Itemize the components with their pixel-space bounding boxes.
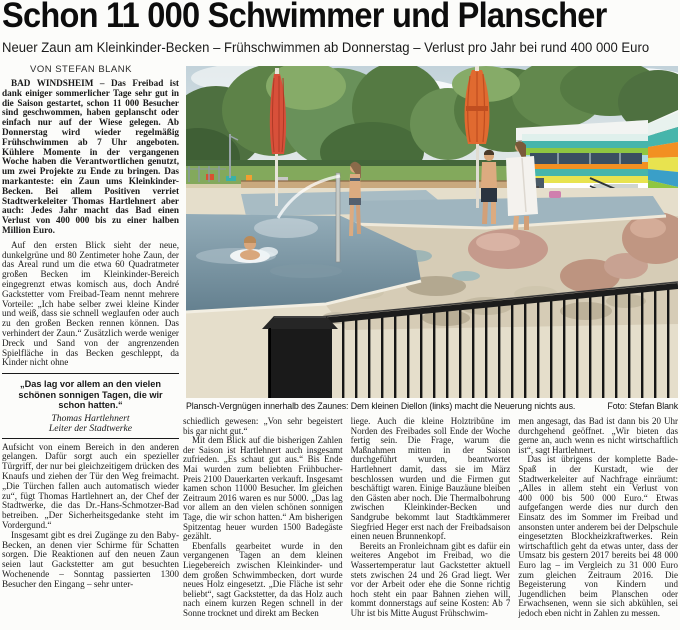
pull-quote-role: Leiter der Stadtwerke (48, 422, 133, 434)
photo-credit: Foto: Stefan Blank (607, 401, 678, 411)
paragraph: Das ist übrigens der komplette Bade-Spaß in der Kurstadt, wie der Stadtwerkeleiter auf Nachfrage einräumt: „Alles in allem steht ein Verlust von 400 000 bis 500 000 Euro.“ Etwas aufgefangen werde dies nur durch den Einsatz des im Sommer im Freibad und ansonsten unter anderem bei der Delpschule eingesetzten Blockheizkraftwerkes. Rein wirtschaftlich geht da etwas unter, dass der Umsatz bis gestern 2017 bereits bei 48 000 Euro lag – im Vergleich zu 31 000 Euro zum gleichen Zeitraum 2016. Die Begeisterung von Kindern und Jugendlichen beim Planschen oder Erwachsenen, wenn sie sich abkühlen, sei jedoch eben nicht in Zahlen zu messen. (518, 454, 678, 618)
article-lower-columns (183, 417, 678, 630)
paragraph: Auf den ersten Blick sieht der neue, dunkelgrüne und 80 Zentimeter hohe Zaun, der das Areal rund um die etwa 60 Quadratmeter großen Becken im Kleinkinder-Bereich eingegrenzt etwas komisch aus, doch André Gackstetter vom Freibad-Team nennt mehrere Vorteile: „Ich habe selber zwei kleine Kinder und weiß, dass sie schnell weglaufen oder auch zu den großen Becken rennen können. Das verhindert der Zaun.“ Zusätzlich werde weniger Dreck und Sand von der angrenzenden Spielfläche in das Becken geschleppt, da Kinder nicht ohne (2, 239, 179, 368)
paragraph: men angesagt, das Bad ist dann bis 20 Uhr durchgehend geöffnet. „Wir bieten das gerne an, auch wenn es nicht wirtschaftlich ist“, sagt Hartlehnert. (518, 417, 678, 455)
paragraph: Mit dem Blick auf die bisherigen Zahlen der Saison ist Hartlehnert auch insgesamt zufrieden. „Es schaut gut aus.“ Bis Ende Mai wurden zum beliebten Frühbucher-Preis 2100 Dauerkarten verkauft. Insgesamt kamen schon 11000 Besucher. Im gleichen Zeitraum 2016 waren es nur 5000. „Das lag vor allem an den vielen schönen sonnigen Tage, die wir schon hatten.“ Am bisherigen Spitzentag heuer wurden 1500 Badegäste gezählt. (183, 435, 343, 542)
lead-paragraph: BAD WINDSHEIM – Das Freibad ist dank einiger sommerlicher Tage sehr gut in die Saison gestartet, schon 11 000 Besucher sind geschwommen, haben geplanscht oder einfach nur auf der Wiese gelegen. Ab Donnerstag wird wieder regelmäßig Frühschwimmen ab 7 Uhr angeboten. Kühlere Momente in der vergangenen Woche haben die Verantwortlichen genutzt, um zwei Projekte zu Ende zu bringen. Das markanteste: ein Zaun ums Kleinkinder-Becken. Bei allem Positiven verriet Stadtwerkeleiter Thomas Hartlehnert aber auch: Jedes Jahr macht das Bad einen Verlust von 400 000 bis zu einer halben Million Euro. (2, 79, 179, 235)
pull-quote-text: „Das lag vor allem an den vielen schönen sonnigen Tagen, die wir schon hatten.“ (18, 379, 163, 411)
paragraph: Aufsicht von einem Bereich in den anderen gelangen. Dafür sorgt auch ein spezieller Türgriff, der nur bei gleichzeitigem drücken des Knaufs und ziehen der Tür den Weg freimacht. „Die Türchen fallen auch automatisch wieder zu“, fügt Thomas Hartlehnert an, der Chef der Stadtwerke, die das Dr.-Hans-Schmotzer-Bad betreiben. „Der Sicherheitsgedanke steht im Vordergund.“ (2, 441, 179, 530)
subheadline: Neuer Zaun am Kleinkinder-Becken – Frühschwimmen ab Donnerstag – Verlust pro Jahr bei rund 400 000 Euro (2, 40, 650, 55)
pull-quote (2, 373, 179, 439)
pool-photo-illustration (186, 66, 678, 398)
byline: VON STEFAN BLANK (30, 64, 132, 75)
paragraph: schiedlich gewesen: „Von sehr begeistert bis gar nicht gut.“ (183, 417, 343, 436)
article-column-4 (518, 417, 678, 630)
paragraph: Insgesamt gibt es drei Zugänge zu den Baby-Becken, an denen vier Schirme für Schatten sorgen. Die Reaktionen auf den neuen Zaun seien laut Gackstetter am gut besuchten Wochenende – Sonntag passierten 1300 Besucher den Eingang – sehr unter- (2, 529, 179, 589)
article-column-2 (183, 417, 343, 630)
paragraph: liege. Auch die kleine Holztribüne im Norden des Freibades soll Ende der Woche fertig sein. Die Frage, warum die Maßnahmen mitten in der Saison durchgeführt wurden, beantwortet Hartlehnert damit, dass sie im März beschlossen wurden und die Firmen gut beschäftigt waren. Einige Bauzäune bleiben den Gästen aber noch. Die Thermalbohrung zwischen Kleinkinder-Becken und Sandgrube bekommt laut Stadtkämmerer Siegfried Heger erst nach der Freibadsaison einen neuen Brunnenkopf. (350, 417, 511, 542)
photo-caption-row (186, 401, 678, 411)
article-photo (186, 66, 678, 398)
paragraph: Ebenfalls gearbeitet wurde in den vergangenen Tagen an dem kleinen Liegebereich zwischen Kleinkinder- und dem großen Schwimmbecken, dort wurde neues Holz eingesetzt. „Die Fläche ist sehr beliebt“, sagt Gackstetter, da das Holz auch nach einem kurzen Regen schnell in der Sonne trocknet und direkt am Becken (183, 540, 343, 618)
photo-caption: Plansch-Vergnügen innerhalb des Zaunes: Dem kleinen Diellon (links) macht die Neuerung nichts aus. (186, 401, 576, 411)
article-column-1 (2, 79, 179, 629)
article-column-3 (351, 417, 511, 630)
pull-quote-author: Thomas Hartlehnert (51, 412, 130, 424)
paragraph: Bereits an Fronleichnam gibt es dafür ein weiteres Angebot im Freibad, wo die Wassertemperatur laut Gackstetter aktuell stets zwischen 24 und 26 Grad liegt. Wer vor der Arbeit oder ehe die Sonne richtig hoch steht ein paar Bahnen ziehen will, kommt donnerstags auf seine Kosten: Ab 7 Uhr ist bis Mitte August Frühschwim- (350, 540, 511, 618)
page-title: Schon 11 000 Schwimmer und Planscher (2, 0, 607, 35)
